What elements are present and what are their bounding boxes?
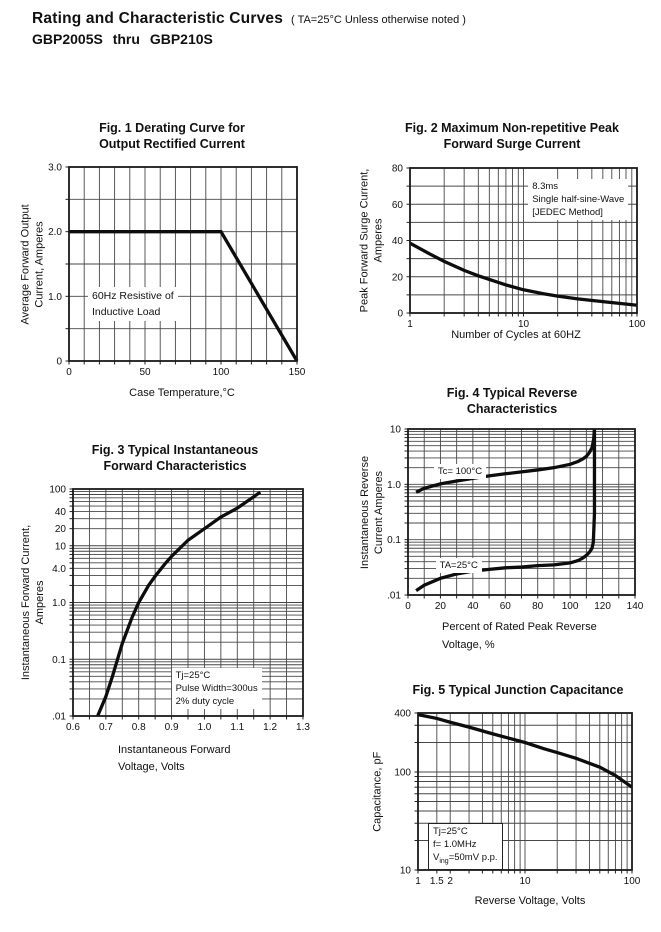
svg-text:0.1: 0.1 [52, 654, 66, 666]
fig1-annotation-0: 60Hz Resistive of Inductive Load [88, 287, 178, 321]
svg-text:3.0: 3.0 [48, 162, 62, 174]
fig4-chart-canvas [350, 383, 661, 658]
svg-text:0.1: 0.1 [387, 535, 401, 547]
svg-text:20: 20 [434, 601, 446, 612]
svg-text:100: 100 [212, 367, 230, 378]
svg-text:.01: .01 [52, 711, 66, 723]
fig5-title-line1: Fig. 5 Typical Junction Capacitance [412, 683, 624, 697]
svg-text:100: 100 [628, 319, 646, 330]
svg-text:100: 100 [394, 767, 411, 779]
fig1-chart-canvas [10, 115, 342, 415]
fig3-ylabel-line1: Instantaneous Forward Current, [20, 524, 33, 681]
svg-text:1.1: 1.1 [230, 722, 245, 733]
svg-text:4.0: 4.0 [52, 563, 66, 575]
fig4-ylabel-line1: Instantaneous Reverse [359, 455, 372, 569]
fig4-annotation-0: Tc= 100°C [434, 464, 486, 479]
svg-text:1: 1 [407, 319, 413, 330]
part-number-range: GBP2005S thru GBP210S [32, 31, 213, 47]
fig3-chart-canvas [10, 438, 342, 783]
svg-text:1.0: 1.0 [387, 479, 401, 491]
svg-text:40: 40 [391, 236, 403, 247]
fig4-ylabel-line2: Current Amperes [373, 470, 386, 554]
fig3-ylabel-line2: Amperes [34, 580, 46, 625]
svg-text:10: 10 [517, 319, 530, 330]
svg-text:2.0: 2.0 [48, 227, 62, 239]
fig3-title [10, 443, 340, 474]
fig1-title-line2: Output Rectified Current [99, 136, 245, 151]
fig3-title-line1: Fig. 3 Typical Instantaneous [91, 443, 259, 457]
svg-text:40: 40 [467, 601, 479, 612]
fig5-title [360, 683, 661, 699]
svg-text:150: 150 [288, 367, 306, 378]
figure-3-forward-characteristics [10, 438, 342, 783]
fig5-ylabel-line1: Capacitance, pF [371, 751, 384, 832]
svg-text:1.0: 1.0 [197, 722, 212, 733]
svg-text:0: 0 [397, 308, 403, 320]
svg-text:2: 2 [447, 876, 453, 887]
fig4-annotation-1: TA=25°C [436, 558, 482, 573]
figure-5-junction-capacitance [350, 680, 661, 930]
fig4-title-line2: Characteristics [466, 401, 558, 416]
fig2-x-axis-label: Number of Cycles at 60HZ [451, 329, 581, 341]
svg-text:10: 10 [399, 865, 411, 877]
svg-text:10: 10 [519, 876, 531, 887]
svg-text:50: 50 [139, 367, 151, 378]
fig2-title-line1: Fig. 2 Maximum Non-repetitive Peak [405, 121, 619, 135]
svg-text:1.0: 1.0 [48, 291, 62, 303]
page-title: Rating and Characteristic Curves [32, 10, 284, 27]
svg-text:100: 100 [49, 484, 66, 496]
svg-text:0: 0 [405, 601, 411, 612]
svg-text:0.9: 0.9 [164, 722, 179, 733]
fig5-x-axis-label: Reverse Voltage, Volts [474, 895, 586, 907]
svg-text:100: 100 [623, 876, 641, 887]
svg-text:120: 120 [594, 601, 611, 612]
svg-text:0.8: 0.8 [131, 722, 146, 733]
svg-text:.01: .01 [387, 590, 401, 602]
svg-text:0.7: 0.7 [98, 722, 113, 733]
svg-text:60: 60 [499, 601, 511, 612]
figure-4-reverse-characteristics [350, 383, 661, 658]
svg-text:0.6: 0.6 [66, 722, 80, 733]
fig1-title-line1: Fig. 1 Derating Curve for [99, 121, 245, 135]
fig2-title [358, 121, 661, 152]
figure-2-surge-current [350, 115, 661, 360]
figure-1-derating-curve [10, 115, 342, 415]
svg-text:1.2: 1.2 [263, 722, 278, 733]
fig1-x-axis-label: Case Temperature,°C [129, 387, 235, 399]
svg-text:80: 80 [532, 601, 544, 612]
svg-text:20: 20 [54, 524, 66, 536]
fig5-annotation-0: Tj=25°C f= 1.0MHz $V_{ing}=50mV$ p.p. [428, 823, 503, 870]
page-title-note: ( TA=25°C Unless otherwise noted ) [291, 14, 466, 26]
svg-text:400: 400 [394, 708, 411, 720]
svg-text:40: 40 [54, 507, 66, 519]
svg-text:10: 10 [389, 424, 401, 436]
svg-text:100: 100 [561, 601, 579, 612]
svg-text:80: 80 [391, 163, 403, 175]
fig4-title [354, 386, 661, 417]
fig1-ylabel-line2: Current, Amperes [33, 220, 45, 308]
svg-text:1.0: 1.0 [52, 598, 66, 609]
svg-text:1: 1 [415, 876, 421, 887]
fig2-annotation-0: 8.3ms Single half-sine-Wave [JEDEC Method] [528, 179, 628, 220]
svg-text:1.5: 1.5 [429, 876, 444, 887]
svg-text:20: 20 [391, 272, 403, 284]
svg-text:10: 10 [54, 541, 66, 553]
fig2-title-line2: Forward Surge Current [443, 136, 581, 151]
fig4-title-line1: Fig. 4 Typical Reverse [446, 386, 578, 400]
svg-text:0: 0 [56, 356, 62, 368]
svg-text:140: 140 [626, 601, 644, 612]
fig1-ylabel-line1: Average Forward Output [19, 203, 32, 325]
fig2-ylabel-line2: Amperes [372, 218, 385, 263]
svg-text:0: 0 [66, 367, 72, 378]
fig3-title-line2: Forward Characteristics [103, 458, 247, 473]
svg-text:1.3: 1.3 [296, 722, 310, 733]
fig3-x-axis-label: Instantaneous Forward Voltage, Volts [118, 744, 231, 773]
page-header [32, 10, 466, 28]
fig2-ylabel-line1: Peak Forward Surge Current, [358, 168, 371, 313]
fig4-x-axis-label: Percent of Rated Peak Reverse Voltage, % [442, 621, 597, 651]
fig1-title [10, 121, 334, 152]
fig3-annotation-0: Tj=25°C Pulse Width=300us 2% duty cycle [172, 668, 262, 709]
svg-text:60: 60 [391, 199, 403, 211]
